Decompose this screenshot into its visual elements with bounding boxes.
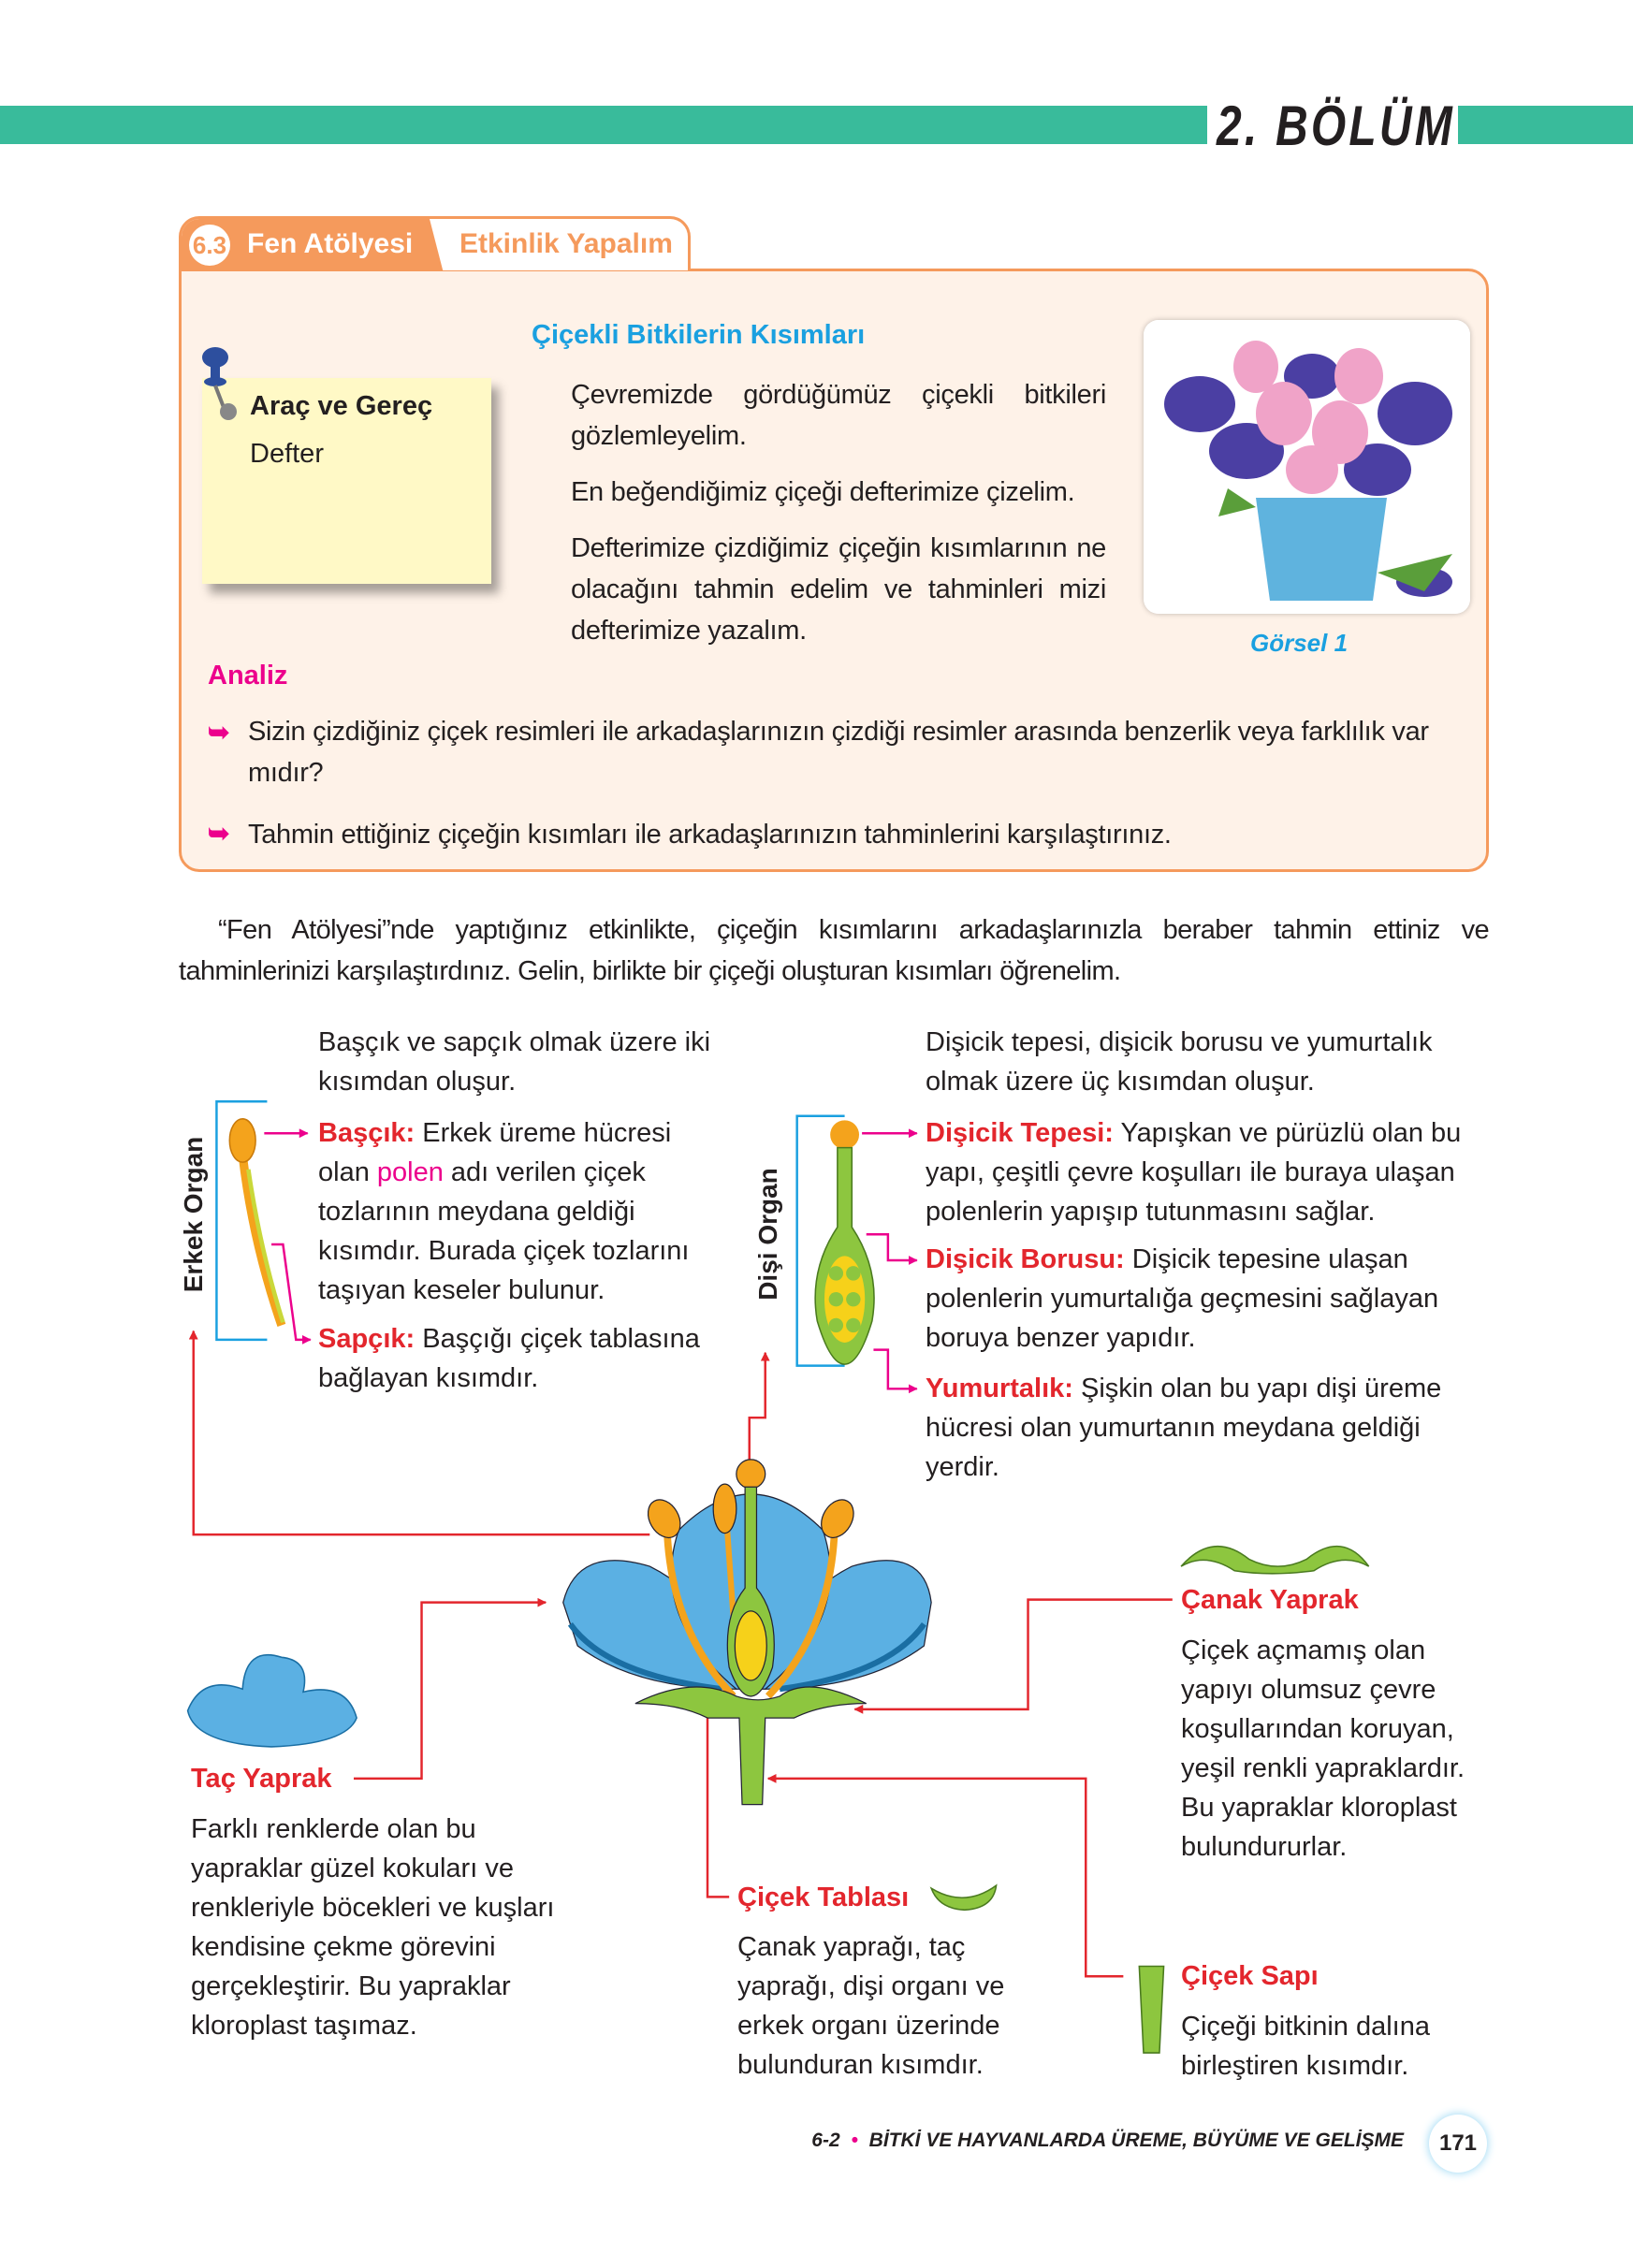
instruction: En beğendiğimiz çiçeği defterimize çizelim. [571, 477, 1075, 507]
style-description [926, 1240, 1438, 1358]
stalk-title: Çiçek Sapı [1181, 1961, 1319, 1991]
receptacle-text: Çanak yaprağı, taç yaprağı, dişi organı ve erkek organı üzerinde bulunduran kısımdır. [737, 1932, 1005, 2080]
flower-illustration [563, 1460, 931, 1805]
activity-tab-label: Fen Atölyesi [247, 228, 414, 259]
sepal-title: Çanak Yaprak [1181, 1585, 1359, 1615]
filament-text: Başçığı çiçek tablasına bağlayan kısımdır. [318, 1324, 700, 1393]
sepal-text: Çiçek açmamış olan yapıyı olumsuz çevre koşullarından koruyan, yeşil renkli yapraklardır. Bu yapraklar kloroplast bulundururlar. [1181, 1636, 1465, 1862]
analysis-bullet-icon: ➥ [208, 819, 230, 848]
pistil-icon [815, 1120, 874, 1364]
chapter-title: 2. BÖLÜM [1217, 94, 1455, 157]
image-caption: Görsel 1 [1250, 629, 1349, 657]
analysis-question: Sizin çizdiğiniz çiçek resimleri ile arkadaşlarınızın çizdiği resimler arasında benzerlik veya farklılık var mıdır? [248, 717, 1429, 788]
stalk-icon [1139, 1966, 1163, 2053]
pollen-term: polen [376, 1157, 444, 1187]
instruction: Defterimize çizdiğimiz çiçeğin kısımlarının ne olacağını tahmin edelim ve tahminleri mizi defterimize yazalım. [571, 533, 1106, 646]
activity-title: Çiçekli Bitkilerin Kısımları [532, 320, 866, 350]
ovary-description [926, 1369, 1441, 1487]
anther-title: Başçık: [318, 1118, 416, 1148]
footer [811, 2130, 1404, 2152]
materials-title: Araç ve Gereç [250, 391, 433, 421]
activity-tab-subtitle: Etkinlik Yapalım [459, 228, 673, 259]
anther-text: Erkek üreme hücresi olan [318, 1118, 672, 1187]
filament-description [318, 1319, 700, 1398]
female-organ-label: Dişi Organ [753, 1168, 782, 1301]
anther-description [318, 1113, 689, 1310]
footer-unit: 6-2 [811, 2130, 840, 2151]
activity-number: 6.3 [189, 225, 230, 266]
stigma-text: Yapışkan ve pürüzlü olan bu yapı, çeşitli çevre koşulları ile buraya ulaşan polenlerin yapışıp tutunmasını sağlar. [926, 1118, 1462, 1227]
intro-paragraph: “Fen Atölyesi”nde yaptığınız etkinlikte, çiçeğin kısımlarını arkadaşlarınızla beraber tahmin ettiniz ve tahminlerinizi karşılaştırdınız. Gelin, birlikte bir çiçeği oluşturan kısımları öğrenelim. [179, 915, 1489, 986]
stalk-text: Çiçeği bitkinin dalına birleştiren kısımdır. [1181, 2012, 1430, 2081]
stigma-description [926, 1113, 1461, 1231]
style-title: Dişicik Borusu: [926, 1244, 1125, 1274]
stamen-icon [229, 1119, 283, 1326]
footer-dot: • [851, 2130, 858, 2151]
instruction: Çevremizde gördüğümüz çiçekli bitkileri gözlemleyelim. [571, 380, 1106, 451]
footer-title: BİTKİ VE HAYVANLARDA ÜREME, BÜYÜME VE GELİŞME [868, 2130, 1404, 2151]
male-organ-label: Erkek Organ [179, 1136, 208, 1293]
receptacle-title: Çiçek Tablası [737, 1883, 910, 1912]
sepal-icon [1181, 1547, 1369, 1574]
materials-item: Defter [250, 439, 324, 469]
petal-title: Taç Yaprak [191, 1764, 332, 1794]
ovary-text: Şişkin olan bu yapı dişi üreme hücresi olan yumurtanın meydana geldiği yerdir. [926, 1374, 1442, 1482]
petal-text: Farklı renklerde olan bu yapraklar güzel kokuları ve renkleriyle böcekleri ve kuşları kendisine çekme görevini gerçekleştirir. Bu yapraklar kloroplast taşımaz. [191, 1814, 555, 2041]
filament-title: Sapçık: [318, 1324, 416, 1354]
analysis-question: Tahmin ettiğiniz çiçeğin kısımları ile arkadaşlarınızın tahminlerini karşılaştırınız. [248, 820, 1172, 850]
stigma-title: Dişicik Tepesi: [926, 1118, 1114, 1148]
analysis-title: Analiz [208, 661, 288, 691]
page-number: 171 [1429, 2115, 1487, 2173]
female-organ-intro: Dişicik tepesi, dişicik borusu ve yumurtalık olmak üzere üç kısımdan oluşur. [926, 1027, 1433, 1097]
style-text: Dişicik tepesine ulaşan polenlerin yumurtalığa geçmesini sağlayan boruya benzer yapıdır. [926, 1244, 1439, 1353]
anther-text: adı verilen çiçek tozlarının meydana geldiği kısımdır. Burada çiçek tozlarını taşıyan keseler bulunur. [318, 1157, 690, 1305]
receptacle-icon [931, 1885, 996, 1910]
petal-icon [188, 1655, 357, 1747]
male-organ-intro: Başçık ve sapçık olmak üzere iki kısımdan oluşur. [318, 1027, 711, 1097]
analysis-bullet-icon: ➥ [208, 718, 230, 747]
ovary-title: Yumurtalık: [926, 1374, 1073, 1403]
